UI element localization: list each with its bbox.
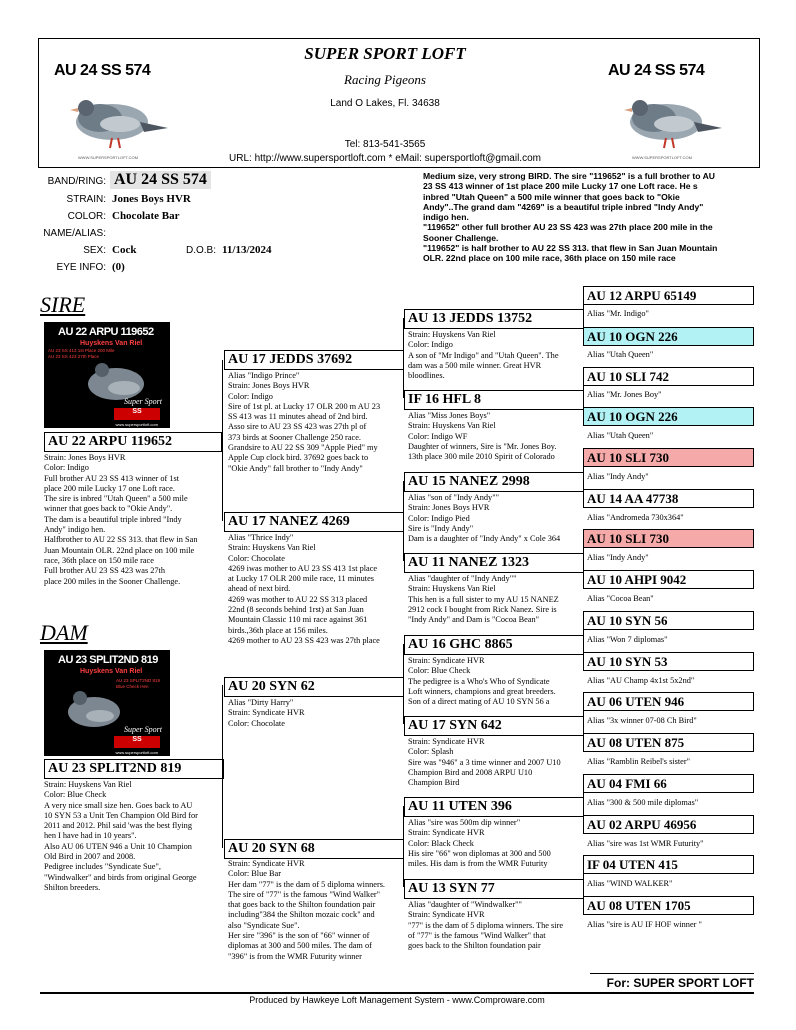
- note-line: OLR. 22nd place on 100 mile race, 36th place on 150 mile race: [423, 253, 676, 264]
- sire-photo-brand: Super Sport: [124, 397, 162, 406]
- desc-line: ahead of next bird.: [228, 584, 291, 594]
- desc-line: at Lucky 17 OLR 200 mile race, 11 minutes: [228, 574, 375, 584]
- gen4-8-band: AU 10 AHPI 9042: [583, 570, 754, 589]
- desc-line: 22nd (8 seconds behind 1rst) at San Juan: [228, 605, 364, 615]
- desc-line: place 200 miles in the Sooner Challenge.: [44, 576, 181, 586]
- gen4-10-band: AU 10 SYN 53: [583, 652, 754, 671]
- desc-line: Strain: Syndicate HVR: [228, 708, 305, 718]
- gen4-6-alias: Alias "Andromeda 730x364": [587, 513, 684, 522]
- gen4-14-alias: Alias "sire was 1st WMR Futurity": [587, 839, 704, 848]
- desc-line: Alias "Dirty Harry": [228, 698, 294, 707]
- gen2-dam-sire-band: AU 20 SYN 62: [224, 677, 404, 697]
- desc-line: "77" is the dam of 5 diploma winners. The sire: [408, 920, 564, 930]
- dam-photo-strain: Huyskens Van Riel: [80, 668, 143, 675]
- gen4-13-band: AU 04 FMI 66: [583, 774, 754, 793]
- desc-line: Full brother AU 23 SS 423 was 27th: [44, 566, 166, 576]
- desc-line: Alias "Indigo Prince": [228, 371, 300, 380]
- photo-footer: WWW.SUPERSPORTLOFT.COM: [78, 155, 138, 160]
- gen4-2-alias: Alias "Utah Queen": [587, 350, 654, 359]
- desc-line: Champion Bird and 2008 ARPU U10: [408, 767, 533, 777]
- desc-line: Apple Cup clock bird. 37692 goes back to: [228, 453, 369, 463]
- loft-subtitle: Racing Pigeons: [344, 72, 426, 87]
- produced-by: Produced by Hawkeye Loft Management System - www.Comproware.com: [249, 995, 545, 1005]
- sire-heading: SIRE: [40, 292, 86, 317]
- gen4-2-band: AU 10 OGN 226: [583, 327, 754, 346]
- desc-line: Alias "son of "Indy Andy"": [408, 493, 499, 502]
- desc-line: Alias "sire was 500m dip winner": [408, 818, 521, 827]
- desc-line: The sire of "77" is the famous "Wind Walker": [228, 889, 381, 899]
- gen3-1-desc: [408, 330, 584, 385]
- gen4-1-band: AU 12 ARPU 65149: [583, 286, 754, 305]
- desc-line: Strain: Syndicate HVR: [228, 859, 305, 868]
- desc-line: also "Syndicate Sue".: [228, 920, 300, 930]
- gen4-6-band: AU 14 AA 47738: [583, 489, 754, 508]
- desc-line: Andy" indigo hen.: [44, 525, 106, 535]
- band-value: AU 24 SS 574: [110, 171, 211, 189]
- desc-line: 373 birds at Sooner Challenge 250 race.: [228, 432, 361, 442]
- gen4-5-alias: Alias "Indy Andy": [587, 472, 649, 481]
- desc-line: The dam is a beautiful triple inbred "Indy: [44, 514, 182, 524]
- note-line: "119652" other full brother AU 23 SS 423 was 27th place 200 mile in the: [423, 222, 713, 233]
- sire-photo: [44, 322, 170, 428]
- desc-line: Strain: Syndicate HVR: [408, 828, 485, 838]
- desc-line: The sire is inbred "Utah Queen" a 500 mile: [44, 494, 188, 504]
- desc-line: dam was a 500 mile winner. Great HVR: [408, 360, 542, 370]
- desc-line: Son of a direct mating of AU 10 SYN 56 a: [408, 697, 550, 707]
- name-label: NAME/ALIAS:: [43, 228, 106, 239]
- loft-contact: URL: http://www.supersportloft.com * eMail: supersportloft@gmail.com: [229, 153, 541, 164]
- desc-line: Grandsire to AU 22 SS 309 "Apple Pied" my: [228, 443, 378, 453]
- sex-value: Cock: [112, 244, 137, 256]
- gen4-7-alias: Alias "Indy Andy": [587, 553, 649, 562]
- sex-label: SEX:: [83, 245, 106, 256]
- gen4-5-band: AU 10 SLI 730: [583, 448, 754, 467]
- bird-notes: [423, 171, 763, 264]
- dam-photo-logo: SS: [114, 736, 160, 748]
- gen2-sire-sire-band: AU 17 JEDDS 37692: [224, 350, 404, 370]
- desc-line: Color: Blue Check: [408, 666, 471, 676]
- desc-line: 4269 was mother to AU 22 SS 313 placed: [228, 594, 368, 604]
- desc-line: "Windwalker" and birds from original George: [44, 872, 197, 882]
- sire-photo-line: AU 23 SS 413 1st Place 200 Mile: [48, 348, 115, 353]
- gen3-7-desc: [408, 818, 584, 873]
- desc-line: Strain: Syndicate HVR: [408, 737, 485, 746]
- gen2-sire-dam-band: AU 17 NANEZ 4269: [224, 512, 404, 532]
- desc-line: Color: Indigo: [408, 340, 453, 350]
- desc-line: Alias "Thrice Indy": [228, 533, 294, 542]
- dob-value: 11/13/2024: [222, 244, 272, 256]
- gen3-8-desc: [408, 900, 584, 955]
- gen4-4-alias: Alias "Utah Queen": [587, 431, 654, 440]
- gen3-3-desc: [408, 493, 584, 548]
- dam-description: [44, 780, 226, 915]
- sire-description: [44, 453, 226, 613]
- desc-line: The pedigree is a Who's Who of Syndicate: [408, 676, 550, 686]
- desc-line: Daughter of winners, Sire is "Mr. Jones Boy.: [408, 441, 557, 451]
- desc-line: Strain: Huyskens Van Riel: [408, 330, 496, 339]
- desc-line: "396" is from the WMR Futurity winner: [228, 951, 362, 961]
- desc-line: 13th place 300 mile 2010 Spirit of Colorado: [408, 452, 555, 462]
- desc-line: Strain: Huyskens Van Riel: [44, 780, 132, 789]
- gen3-6-desc: [408, 737, 584, 792]
- gen3-8-band: AU 13 SYN 77: [404, 879, 584, 899]
- dam-photo-footer: www.supersportloft.com: [115, 750, 158, 755]
- gen3-1-band: AU 13 JEDDS 13752: [404, 309, 584, 329]
- strain-value: Jones Boys HVR: [112, 193, 191, 205]
- desc-line: A son of "Mr Indigo" and "Utah Queen". The: [408, 350, 559, 360]
- desc-line: "Okie Andy" fall brother to "Indy Andy": [228, 463, 363, 473]
- gen2-dam-dam-desc: [228, 859, 408, 983]
- connector-line: [222, 685, 223, 848]
- gen4-7-band: AU 10 SLI 730: [583, 529, 754, 548]
- desc-line: Color: Blue Bar: [228, 869, 282, 879]
- desc-line: goes back to the Shilton foundation pair: [408, 941, 541, 951]
- desc-line: Strain: Jones Boys HVR: [228, 381, 310, 391]
- desc-line: diplomas at 300 and 500 miles. The dam of: [228, 941, 372, 951]
- desc-line: Alias "daughter of "Indy Andy"": [408, 574, 517, 583]
- loft-name: SUPER SPORT LOFT: [304, 44, 466, 63]
- gen4-11-alias: Alias "3x winner 07-08 Ch Bird": [587, 716, 697, 725]
- desc-line: Color: Blue Check: [44, 790, 107, 800]
- gen4-13-alias: Alias "300 & 500 mile diplomas": [587, 798, 699, 807]
- dam-photo-line: AU 23 SPLIT2ND 819: [116, 678, 161, 683]
- desc-line: Color: Chocolate: [228, 553, 285, 563]
- pigeon-icon: [594, 42, 730, 164]
- desc-line: Alias "Miss Jones Boys": [408, 411, 491, 420]
- gen4-12-band: AU 08 UTEN 875: [583, 733, 754, 752]
- note-line: 23 SS 413 winner of 1st place 200 mile Lucky 17 one Loft race. He s: [423, 181, 698, 192]
- desc-line: Color: Chocolate: [228, 718, 285, 728]
- desc-line: birds.,36th place at 156 miles.: [228, 625, 328, 635]
- desc-line: Color: Splash: [408, 747, 454, 757]
- note-line: inbred "Utah Queen" a 500 mile winner that goes back to "Okie: [423, 191, 680, 202]
- eye-label: EYE INFO:: [56, 262, 106, 273]
- desc-line: Her sire "396" is the son of "66" winner of: [228, 931, 370, 941]
- gen4-16-alias: Alias "sire is AU IF HOF winner ": [587, 920, 702, 929]
- sire-photo-logo: SS: [114, 408, 160, 420]
- gen4-9-band: AU 10 SYN 56: [583, 611, 754, 630]
- gen2-sire-dam-desc: [228, 533, 406, 667]
- desc-line: Strain: Jones Boys HVR: [408, 503, 490, 513]
- gen4-8-alias: Alias "Cocoa Bean": [587, 594, 654, 603]
- gen3-4-desc: [408, 574, 584, 629]
- gen3-5-band: AU 16 GHC 8865: [404, 635, 584, 655]
- desc-line: Strain: Syndicate HVR: [408, 656, 485, 665]
- gen4-3-band: AU 10 SLI 742: [583, 367, 754, 386]
- gen2-dam-dam-band: AU 20 SYN 68: [224, 839, 404, 859]
- desc-line: Sire of 1st pl. at Lucky 17 OLR 200 m AU 23: [228, 401, 381, 411]
- dam-photo-line: Blue Check Hen: [116, 684, 149, 689]
- connector-line: [403, 318, 404, 398]
- desc-line: Her dam "77" is the dam of 5 diploma winners.: [228, 879, 386, 889]
- eye-value: (0): [112, 261, 125, 273]
- desc-line: Strain: Jones Boys HVR: [44, 453, 126, 462]
- gen4-4-band: AU 10 OGN 226: [583, 407, 754, 426]
- desc-line: Pedigree includes "Syndicate Sue",: [44, 862, 161, 872]
- sire-band: AU 22 ARPU 119652: [44, 432, 222, 452]
- desc-line: Sire is "Indy Andy": [408, 523, 474, 533]
- desc-line: Color: Black Check: [408, 838, 474, 848]
- desc-line: 4269 mother to AU 23 SS 423 was 27th place: [228, 635, 380, 645]
- desc-line: Sire was "946" a 3 time winner and 2007 U10: [408, 757, 561, 767]
- dam-photo-band: AU 23 SPLIT2ND 819: [58, 654, 158, 666]
- color-value: Chocolate Bar: [112, 210, 180, 222]
- connector-line: [222, 360, 223, 521]
- loft-location: Land O Lakes, Fl. 34638: [330, 98, 440, 109]
- desc-line: of "77" is the famous "Wind Walker" that: [408, 930, 546, 940]
- desc-line: This hen is a full sister to my AU 15 NANEZ: [408, 594, 559, 604]
- note-line: "119652" is half brother to AU 22 SS 313. that flew in San Juan Mountain: [423, 243, 718, 254]
- for-loft: For: SUPER SPORT LOFT: [606, 976, 754, 990]
- dam-band: AU 23 SPLIT2ND 819: [44, 759, 224, 779]
- gen4-10-alias: Alias "AU Champ 4x1st 5x2nd": [587, 676, 695, 685]
- gen3-6-band: AU 17 SYN 642: [404, 716, 584, 736]
- photo-band-label: AU 24 SS 574: [608, 62, 705, 79]
- gen4-14-band: AU 02 ARPU 46956: [583, 815, 754, 834]
- gen4-11-band: AU 06 UTEN 946: [583, 692, 754, 711]
- strain-label: STRAIN:: [66, 194, 106, 205]
- dam-heading: DAM: [40, 620, 88, 645]
- desc-line: Asso sire to AU 23 SS 423 was 27th pl of: [228, 422, 367, 432]
- connector-line: [403, 806, 404, 887]
- dob-label: D.O.B:: [186, 245, 217, 256]
- connector-line: [403, 481, 404, 561]
- desc-line: Halfbrother to AU 22 SS 313. that flew in San: [44, 535, 198, 545]
- sire-photo-band: AU 22 ARPU 119652: [58, 326, 154, 338]
- desc-line: Alias "daughter of "Windwalker"": [408, 900, 522, 909]
- sire-photo-line: AU 23 SS 423 27th Place: [48, 354, 100, 359]
- gen4-15-band: IF 04 UTEN 415: [583, 855, 754, 874]
- gen4-12-alias: Alias "Ramblin Reibel's sister": [587, 757, 690, 766]
- desc-line: Mountain Classic 110 mi race against 361: [228, 615, 368, 625]
- gen3-2-band: IF 16 HFL 8: [404, 390, 584, 410]
- desc-line: SS 413 was 11 minutes ahead of 2nd bird.: [228, 412, 368, 422]
- color-label: COLOR:: [67, 211, 106, 222]
- desc-line: Champion Bird: [408, 778, 460, 788]
- dam-photo: [44, 650, 170, 756]
- desc-line: Color: Indigo Pied: [408, 513, 470, 523]
- footer-rule: [590, 973, 754, 974]
- note-line: Andy"..The grand dam "4269" is a beautiful triple inbred "Indy Andy": [423, 201, 704, 212]
- desc-line: Shilton breeders.: [44, 882, 101, 892]
- gen4-15-alias: Alias "WIND WALKER": [587, 879, 673, 888]
- desc-line: miles. His dam is from the WMR Futurity: [408, 859, 548, 869]
- gen4-9-alias: Alias "Won 7 diplomas": [587, 635, 668, 644]
- connector-line: [403, 644, 404, 724]
- pigeon-icon: [40, 42, 176, 164]
- gen3-7-band: AU 11 UTEN 396: [404, 797, 584, 817]
- desc-line: Strain: Syndicate HVR: [408, 910, 485, 920]
- footer-divider: [40, 992, 754, 994]
- bird-photo-left: [40, 42, 176, 164]
- desc-line: Also AU 06 UTEN 946 a Unit 10 Champion: [44, 841, 192, 851]
- desc-line: Color: Indigo: [228, 391, 273, 401]
- gen2-sire-sire-desc: [228, 371, 406, 493]
- desc-line: "Indy Andy" and Dam is "Cocoa Bean": [408, 615, 540, 625]
- gen3-3-band: AU 15 NANEZ 2998: [404, 472, 584, 492]
- gen3-2-desc: [408, 411, 584, 466]
- desc-line: 10 SYN 53 a Unit Ten Champion Old Bird for: [44, 810, 198, 820]
- gen2-dam-sire-desc: [228, 698, 406, 734]
- desc-line: Dam is a daughter of "Indy Andy" x Cole 364: [408, 534, 561, 544]
- photo-band-label: AU 24 SS 574: [54, 62, 151, 79]
- desc-line: Full brother AU 23 SS 413 winner of 1st: [44, 473, 180, 483]
- note-line: indigo hen.: [423, 212, 469, 223]
- sire-photo-footer: www.supersportloft.com: [115, 422, 158, 427]
- desc-line: His sire "66" won diplomas at 300 and 500: [408, 848, 551, 858]
- gen4-16-band: AU 08 UTEN 1705: [583, 896, 754, 915]
- desc-line: Strain: Huyskens Van Riel: [408, 421, 496, 431]
- desc-line: Strain: Huyskens Van Riel: [228, 543, 316, 553]
- sire-photo-strain: Huyskens Van Riel: [80, 340, 143, 347]
- desc-line: Color: Indigo WF: [408, 431, 468, 441]
- desc-line: winner that goes back to "Okie Andy".: [44, 504, 173, 514]
- desc-line: hen I have had in 10 years".: [44, 831, 137, 841]
- gen3-5-desc: [408, 656, 584, 711]
- band-label: BAND/RING:: [47, 176, 106, 187]
- desc-line: Strain: Huyskens Van Riel: [408, 584, 496, 594]
- gen4-1-alias: Alias "Mr. Indigo": [587, 309, 649, 318]
- note-line: Medium size, very strong BIRD. The sire "119652" is a full brother to AU: [423, 171, 715, 181]
- desc-line: Juan Mountain OLR. 22nd place on 100 mile: [44, 545, 195, 555]
- photo-footer: WWW.SUPERSPORTLOFT.COM: [632, 155, 692, 160]
- desc-line: Old Bird in 2007 and 2008.: [44, 852, 136, 862]
- bird-photo-right: [594, 42, 730, 164]
- desc-line: bloodlines.: [408, 371, 445, 381]
- dam-photo-brand: Super Sport: [124, 725, 162, 734]
- desc-line: 4269 iwas mother to AU 23 SS 413 1st place: [228, 563, 378, 573]
- desc-line: Loft winners, champions and great breeders.: [408, 686, 556, 696]
- desc-line: place 200 mile Lucky 17 one Loft race.: [44, 483, 175, 493]
- desc-line: race, 36th place on 150 mile race: [44, 555, 154, 565]
- desc-line: A very nice small size hen. Goes back to AU: [44, 800, 193, 810]
- desc-line: Color: Indigo: [44, 463, 89, 473]
- desc-line: 2912 cock I bought from Rick Nanez. Sire is: [408, 604, 557, 614]
- note-line: Sooner Challenge.: [423, 232, 499, 243]
- desc-line: including"384 the Shilton mozaic cock" and: [228, 910, 375, 920]
- gen4-3-alias: Alias "Mr. Jones Boy": [587, 390, 662, 399]
- desc-line: 2011 and 2012. Phil said 'was the best flying: [44, 821, 192, 831]
- gen3-4-band: AU 11 NANEZ 1323: [404, 553, 584, 573]
- desc-line: that goes back to the Shilton foundation pair: [228, 900, 376, 910]
- loft-phone: Tel: 813-541-3565: [344, 139, 426, 150]
